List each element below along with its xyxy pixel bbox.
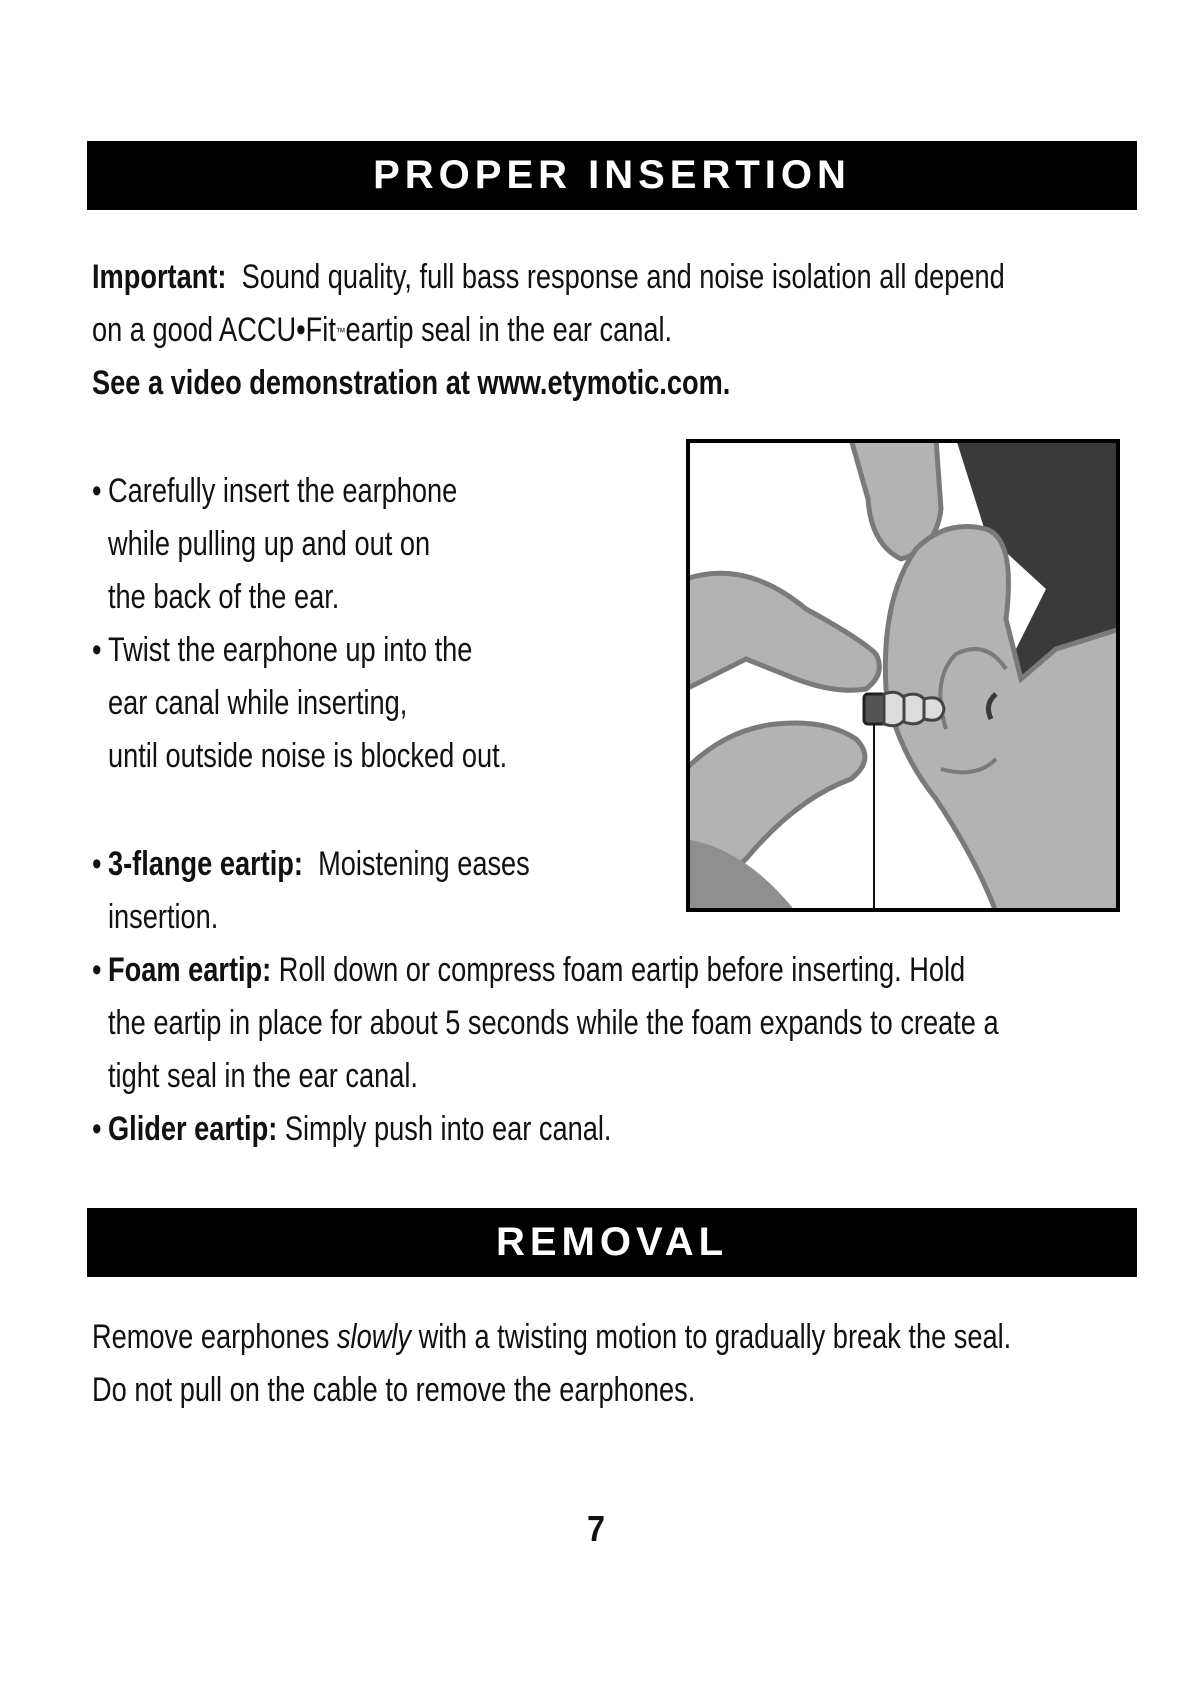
foam-line-3: tight seal in the ear canal. (108, 1057, 418, 1095)
video-link-text: See a video demonstration at www.etymotic.com. (92, 364, 731, 402)
removal-line-1 (92, 1311, 1011, 1364)
removal-text-1a: Remove earphones (92, 1318, 337, 1356)
removal-emphasis: slowly (336, 1318, 412, 1356)
bullet-dot: • (92, 631, 102, 669)
page-number: 7 (586, 1508, 606, 1549)
section-title-removal: REMOVAL (87, 1208, 1137, 1277)
bullet-2-text-1: Twist the earphone up into the (108, 631, 473, 669)
bullet-dot: • (92, 845, 102, 883)
flange-3 (924, 698, 944, 721)
flange-line-2: insertion. (108, 898, 219, 936)
glider-text: Simply push into ear canal. (284, 1110, 612, 1148)
flange-line-1 (92, 838, 530, 891)
important-text-2a: on a good ACCU•Fit (92, 311, 336, 349)
important-text-2b: eartip seal in the ear canal. (345, 311, 673, 349)
important-label: Important: (92, 258, 227, 296)
flange-label: 3-flange eartip: (108, 845, 303, 883)
bullet-1-text-1: Carefully insert the earphone (108, 472, 458, 510)
foam-text-1: Roll down or compress foam eartip before inserting. Hold (278, 951, 966, 989)
important-line-2 (92, 304, 672, 357)
ear-insertion-illustration (686, 439, 1120, 912)
trademark: ™ (335, 325, 346, 339)
flange-text-1: Moistening eases (318, 845, 530, 883)
removal-line-2: Do not pull on the cable to remove the earphones. (92, 1371, 696, 1409)
bullet-1-line-3: the back of the ear. (108, 578, 340, 616)
bullet-2-line-3: until outside noise is blocked out. (108, 737, 508, 775)
removal-text-1b: with a twisting motion to gradually break the seal. (411, 1318, 1012, 1356)
foam-line-1 (92, 944, 965, 997)
glider-label: Glider eartip: (108, 1110, 278, 1148)
important-text-1: Sound quality, full bass response and noise isolation all depend (241, 258, 1005, 296)
bullet-2-line-1 (92, 624, 472, 677)
bullet-1-line-2: while pulling up and out on (108, 525, 431, 563)
important-line-1 (92, 251, 1005, 304)
bullet-1-line-1 (92, 465, 457, 518)
bullet-dot: • (92, 1110, 102, 1148)
bullet-dot: • (92, 472, 102, 510)
section-title-proper-insertion: PROPER INSERTION (87, 141, 1137, 210)
bullet-2-line-2: ear canal while inserting, (108, 684, 408, 722)
foam-label: Foam eartip: (108, 951, 272, 989)
glider-line (92, 1103, 611, 1156)
foam-line-2: the eartip in place for about 5 seconds while the foam expands to create a (108, 1004, 999, 1042)
bullet-dot: • (92, 951, 102, 989)
video-line (92, 357, 730, 410)
